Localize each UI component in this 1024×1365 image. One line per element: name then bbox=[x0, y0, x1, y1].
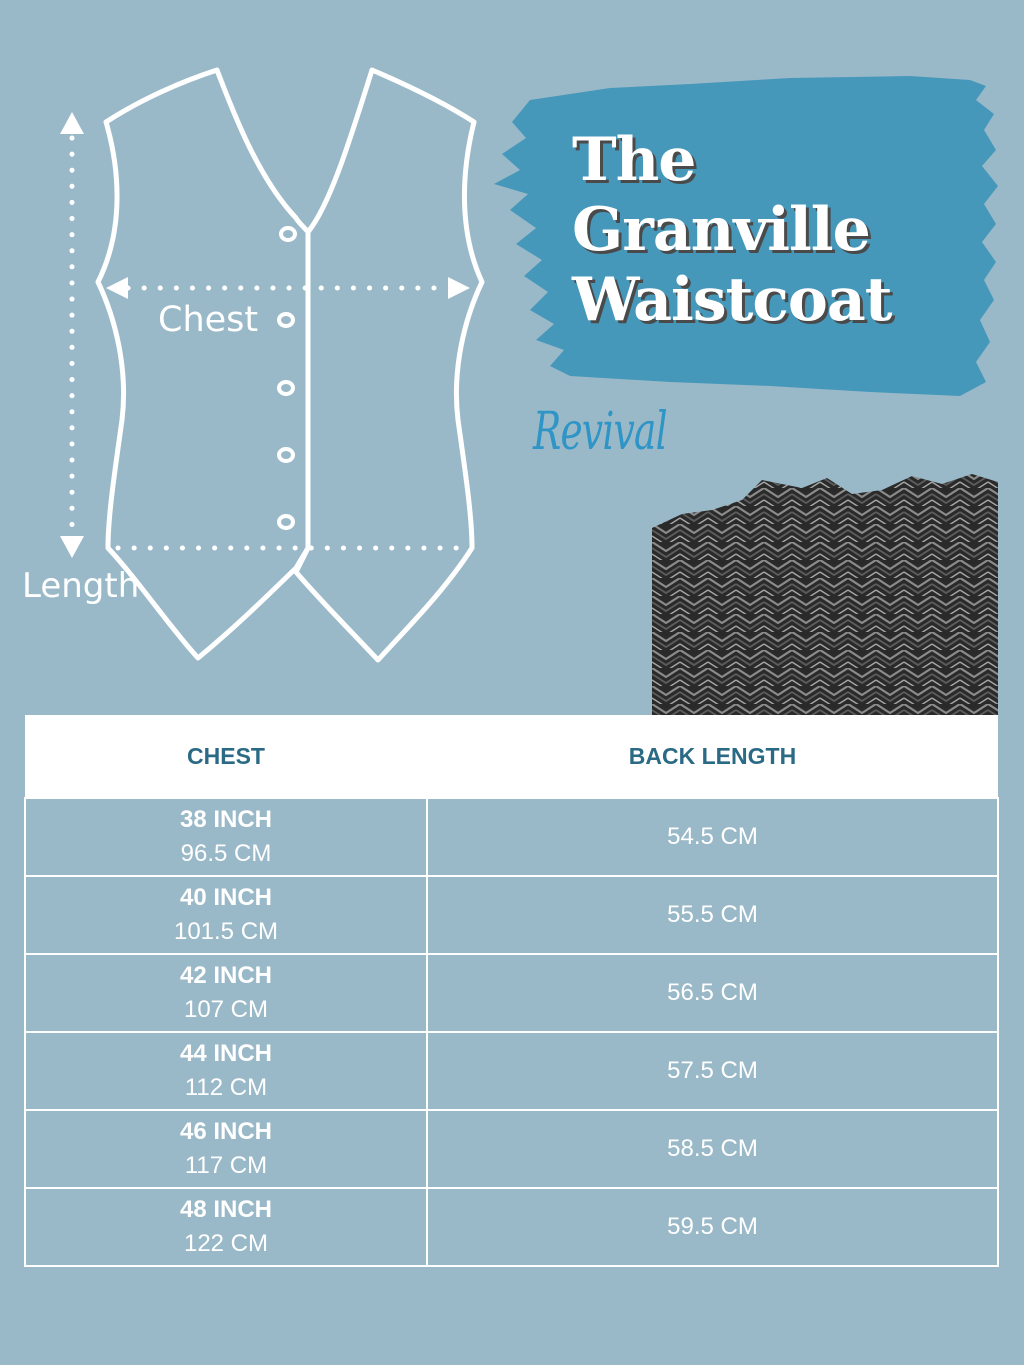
chest-cm-value: 107 CM bbox=[183, 996, 269, 1023]
chest-cm-value: 117 CM bbox=[184, 1152, 268, 1179]
back-length-cell: 54.5 CM bbox=[427, 798, 998, 876]
chest-inch-value: 46 INCH bbox=[179, 1118, 273, 1145]
back-length-cell: 55.5 CM bbox=[427, 876, 998, 954]
chest-cell bbox=[25, 876, 427, 954]
table-row bbox=[25, 1032, 998, 1110]
chest-cell bbox=[25, 798, 427, 876]
chest-label: Chest bbox=[158, 300, 259, 340]
chest-cell bbox=[25, 1188, 427, 1266]
chest-inch-value: 42 INCH bbox=[179, 962, 273, 989]
title-block bbox=[490, 70, 1010, 410]
size-chart-table bbox=[24, 715, 999, 1267]
back-length-cell: 58.5 CM bbox=[427, 1110, 998, 1188]
table-row bbox=[25, 876, 998, 954]
chest-cm-value: 112 CM bbox=[184, 1074, 268, 1101]
waistcoat-outline bbox=[98, 70, 482, 660]
chest-cell bbox=[25, 954, 427, 1032]
table-row bbox=[25, 954, 998, 1032]
back-length-cell: 57.5 CM bbox=[427, 1032, 998, 1110]
product-title bbox=[572, 125, 891, 335]
table-header-row bbox=[25, 715, 998, 798]
back-length-cell: 59.5 CM bbox=[427, 1188, 998, 1266]
chest-measure-arrow bbox=[106, 277, 470, 299]
waistcoat-diagram bbox=[0, 0, 520, 700]
chest-column-header: CHEST bbox=[25, 715, 427, 798]
length-measure-arrow bbox=[60, 112, 84, 558]
chest-inch-value: 48 INCH bbox=[179, 1196, 273, 1223]
back-length-cell: 56.5 CM bbox=[427, 954, 998, 1032]
length-label: Length bbox=[22, 566, 140, 606]
chest-cell bbox=[25, 1032, 427, 1110]
title-line-3: Waistcoat bbox=[572, 265, 892, 335]
chest-cm-value: 101.5 CM bbox=[173, 918, 279, 945]
chest-cell bbox=[25, 1110, 427, 1188]
chest-inch-value: 40 INCH bbox=[179, 884, 273, 911]
chest-cm-value: 96.5 CM bbox=[180, 840, 272, 867]
chest-inch-value: 38 INCH bbox=[179, 806, 273, 833]
button-icons bbox=[279, 228, 295, 528]
chest-inch-value: 44 INCH bbox=[179, 1040, 273, 1067]
chest-cm-value: 122 CM bbox=[183, 1230, 269, 1257]
table-row bbox=[25, 1110, 998, 1188]
table-row bbox=[25, 1188, 998, 1266]
title-line-1: The bbox=[572, 125, 696, 195]
title-line-2: Granville bbox=[572, 195, 870, 265]
fabric-swatch-image bbox=[652, 470, 998, 716]
brand-logo: Revival bbox=[533, 402, 667, 462]
back-length-column-header: BACK LENGTH bbox=[427, 715, 998, 798]
table-row bbox=[25, 798, 998, 876]
